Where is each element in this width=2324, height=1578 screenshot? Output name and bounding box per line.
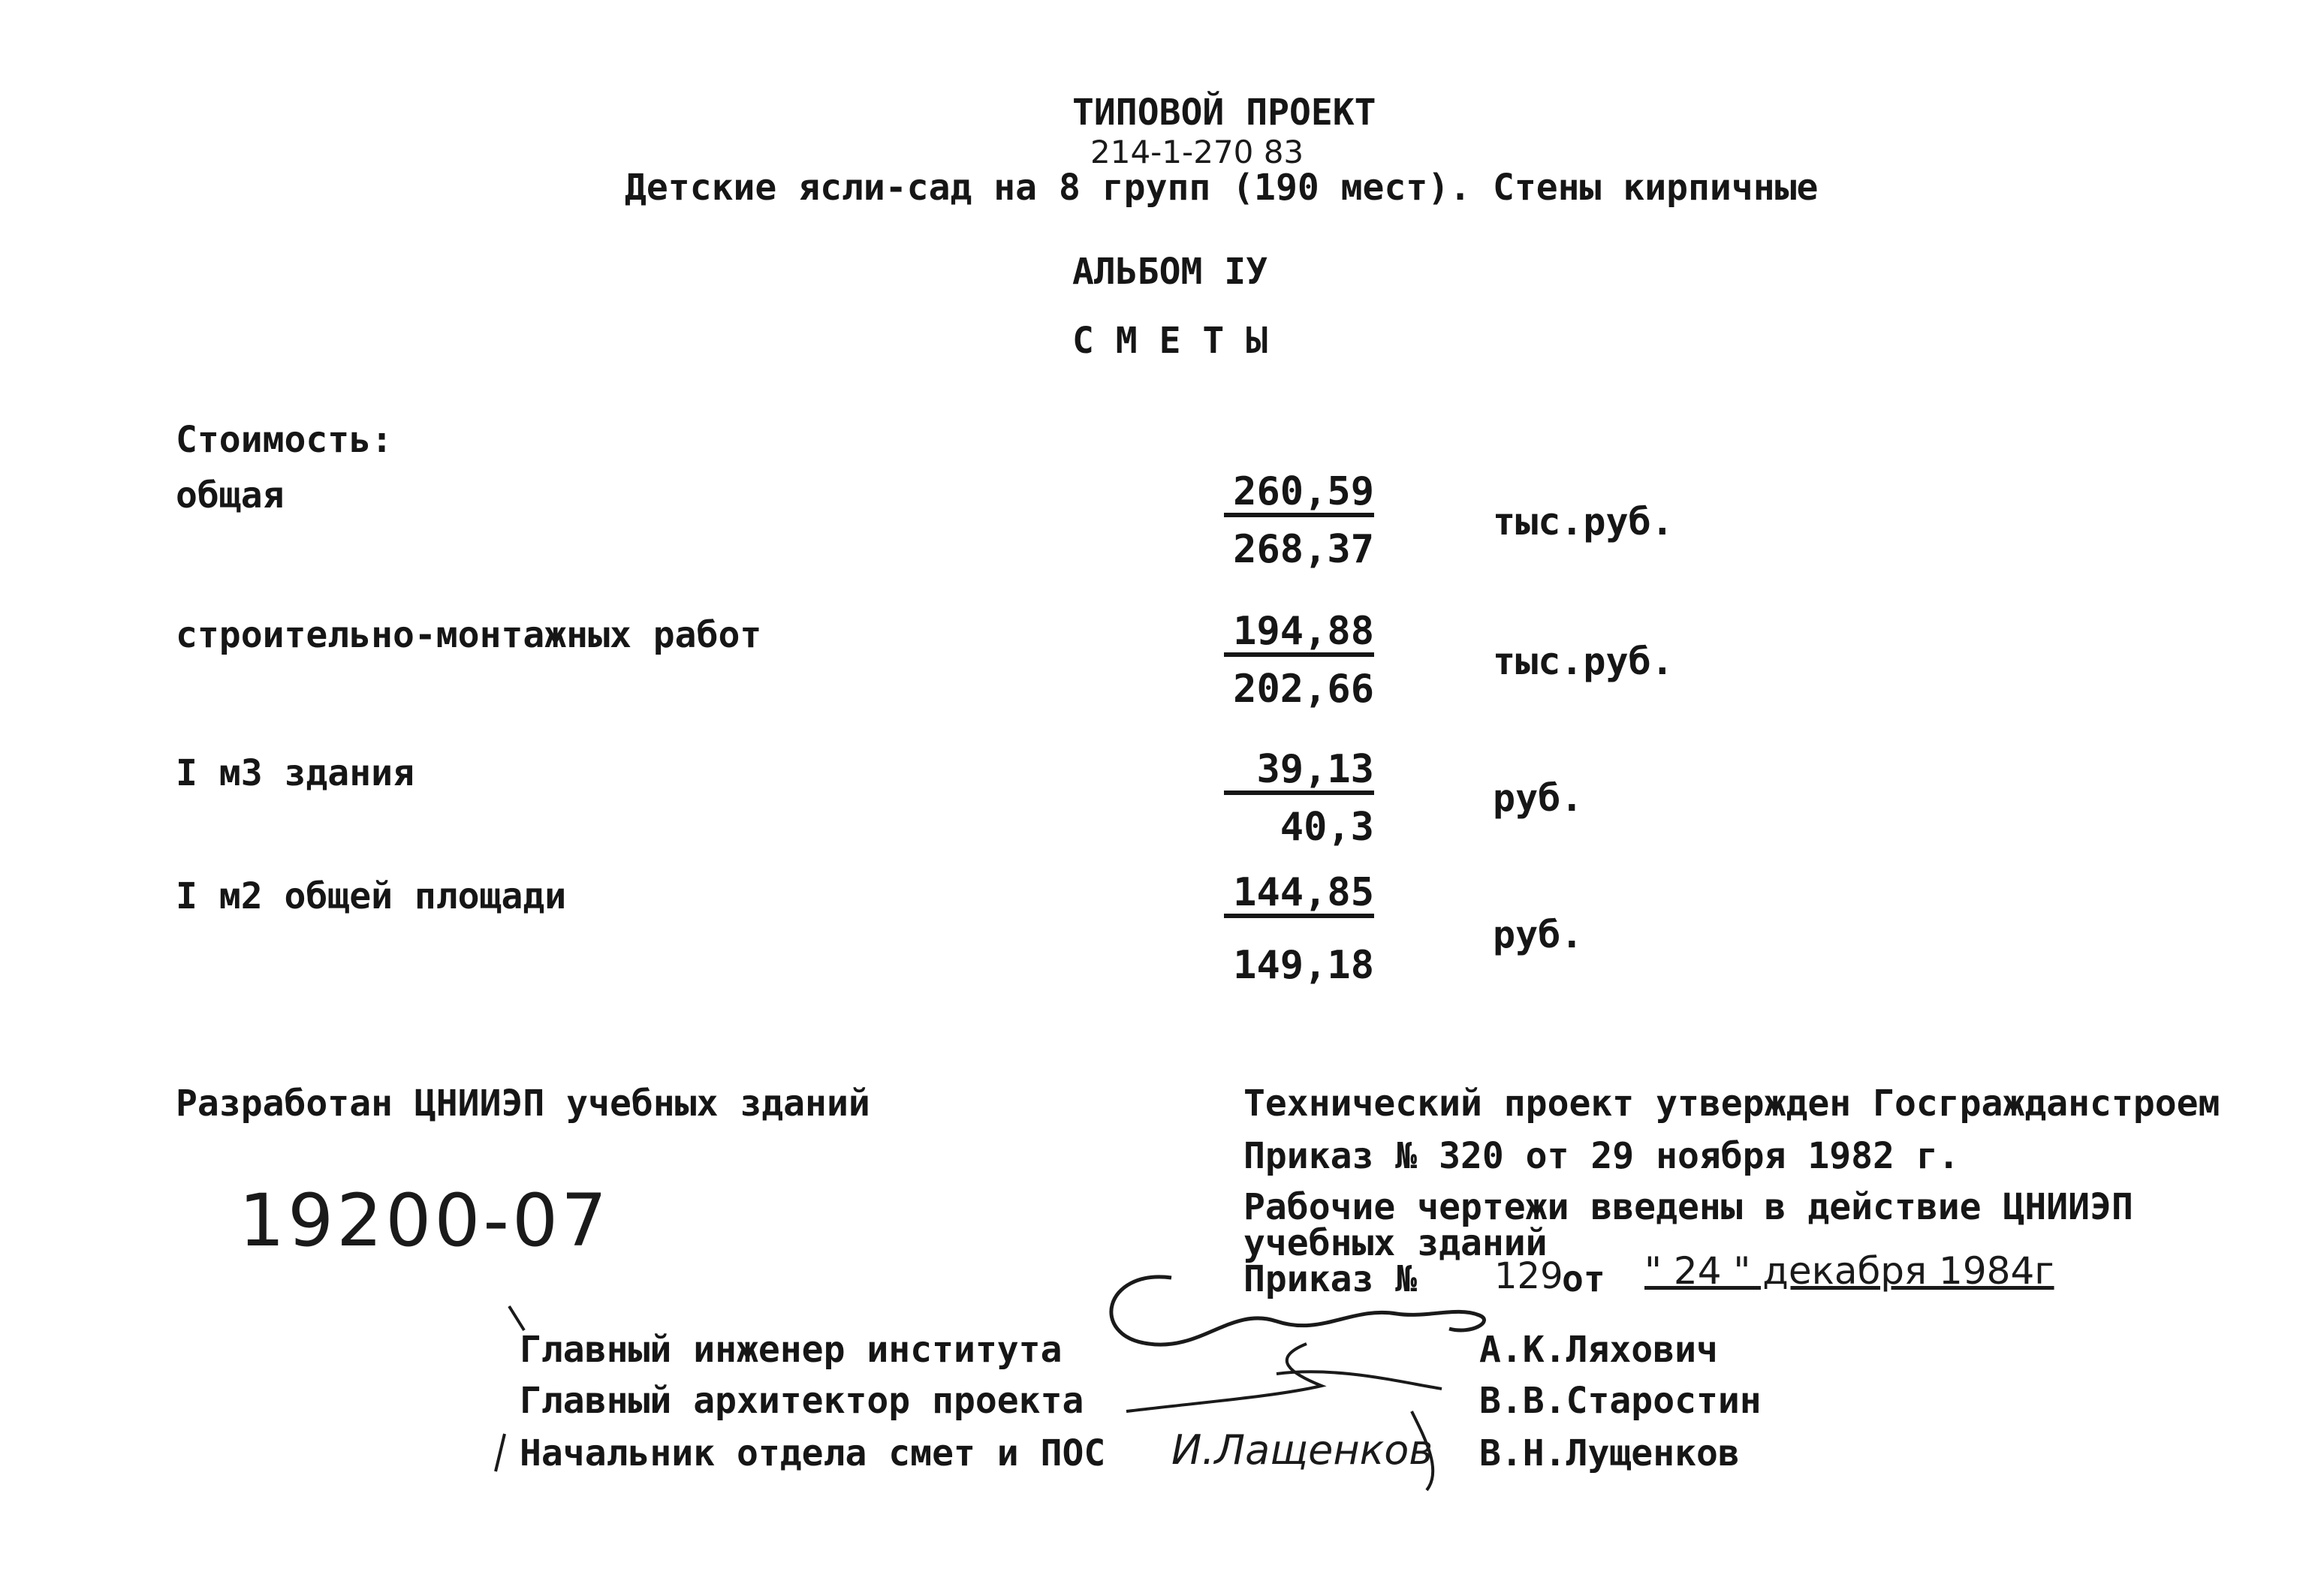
- project-subtitle: Детские ясли-сад на 8 групп (190 мест). Стены кирпичные: [625, 167, 1819, 209]
- approval-line: Рабочие чертежи введены в действие ЦНИИЭП: [1243, 1186, 2133, 1228]
- approval-line: Технический проект утвержден Госгражданстроем: [1243, 1083, 2220, 1125]
- cost-row-unit: тыс.руб.: [1493, 500, 1674, 544]
- developer-text: Разработан ЦНИИЭП учебных зданий: [176, 1083, 870, 1125]
- cost-row-unit: руб.: [1493, 776, 1584, 820]
- approval-order-date: " 24 " декабря 1984г: [1644, 1249, 2054, 1293]
- cost-row-unit: тыс.руб.: [1493, 640, 1674, 683]
- cost-row-label: общая: [176, 474, 285, 516]
- doc-title: ТИПОВОЙ ПРОЕКТ: [1072, 92, 1376, 134]
- cost-row-label: строительно-монтажных работ: [176, 614, 762, 656]
- signature-name: А.К.Ляхович: [1479, 1329, 1718, 1371]
- approval-order-from: от: [1562, 1258, 1605, 1300]
- cost-row-label: I м2 общей площади: [176, 875, 567, 917]
- cost-row-value-top: 144,85: [1224, 872, 1374, 918]
- signature-stroke-check-1: [509, 1306, 524, 1330]
- archive-stamp: 19200-07: [239, 1179, 610, 1263]
- signature-text: И.Лащенков: [1171, 1426, 1433, 1474]
- cost-row-value-bottom: 202,66: [1233, 667, 1374, 712]
- cost-row-value-top: 39,13: [1224, 749, 1374, 795]
- approval-line: Приказ № 320 от 29 ноября 1982 г.: [1243, 1135, 1960, 1177]
- signature-stroke-chief-engineer: [1111, 1277, 1485, 1345]
- section-title: С М Е Т Ы: [1072, 320, 1268, 362]
- approval-order-number: 129: [1494, 1255, 1563, 1297]
- approval-order-prefix: Приказ №: [1243, 1258, 1418, 1300]
- cost-row-value-bottom: 149,18: [1233, 943, 1374, 988]
- signature-role: Начальник отдела смет и ПОС: [520, 1432, 1106, 1474]
- signature-stroke-check-2: [496, 1434, 505, 1471]
- cost-row-unit: руб.: [1493, 913, 1584, 956]
- signature-role: Главный архитектор проекта: [520, 1380, 1084, 1422]
- album-label: АЛЬБОМ IУ: [1072, 251, 1268, 293]
- cost-heading: Стоимость:: [176, 419, 393, 461]
- project-code: 214-1-270 83: [1090, 134, 1304, 170]
- cost-row-value-bottom: 268,37: [1233, 527, 1374, 572]
- cost-row-value-bottom: 40,3: [1280, 805, 1374, 850]
- cost-row-value-top: 260,59: [1224, 471, 1374, 517]
- cost-row-value-top: 194,88: [1224, 611, 1374, 657]
- signature-name: В.В.Старостин: [1479, 1380, 1762, 1422]
- signature-stroke-chief-architect: [1126, 1344, 1442, 1411]
- signature-name: В.Н.Лущенков: [1479, 1432, 1740, 1474]
- cost-row-label: I м3 здания: [176, 752, 414, 794]
- approval-line: учебных зданий: [1243, 1222, 1548, 1264]
- signature-role: Главный инженер института: [520, 1329, 1063, 1371]
